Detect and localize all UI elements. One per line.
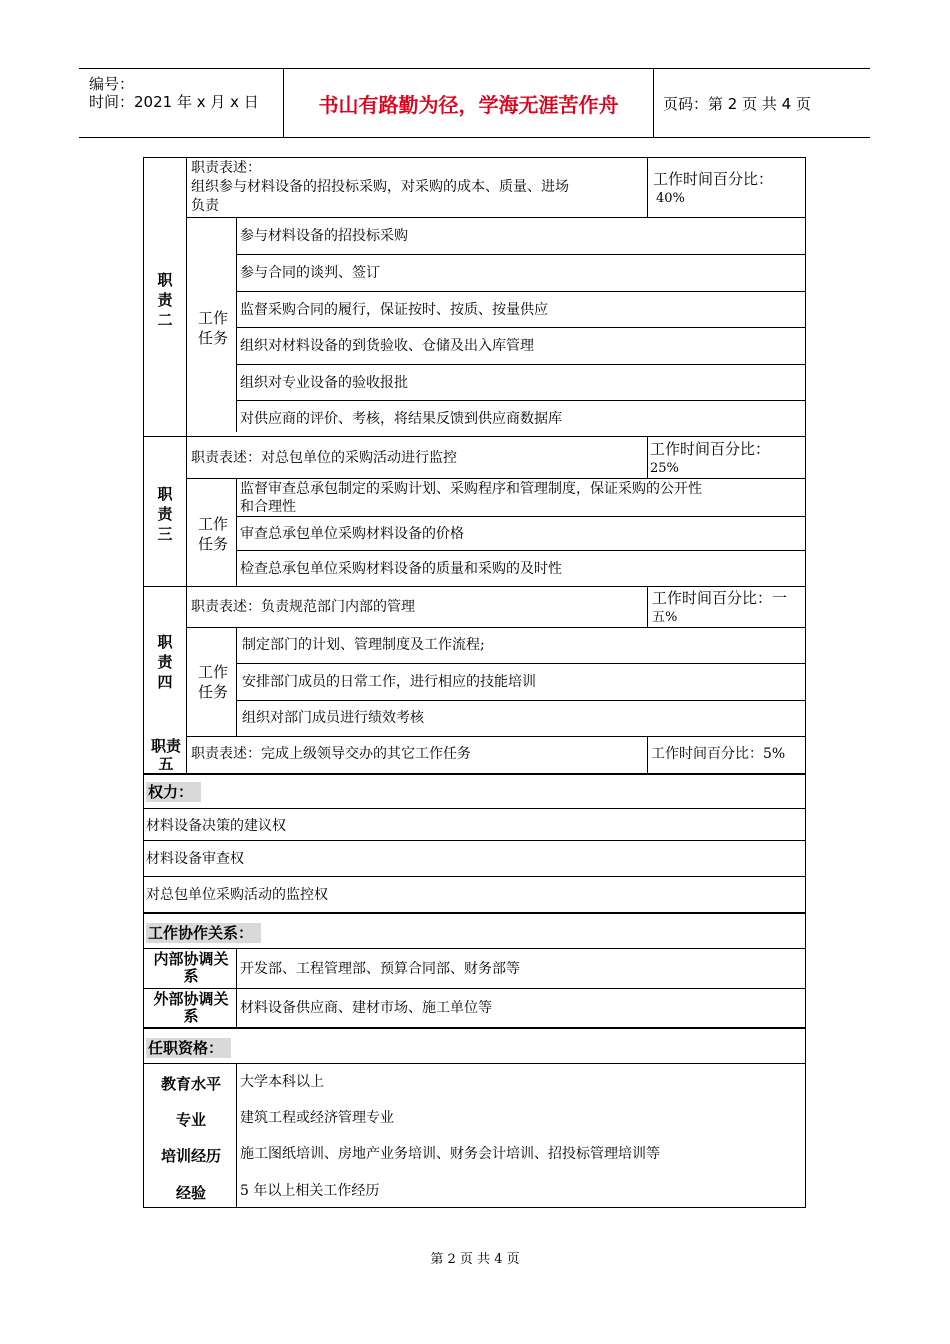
duty4-desc: 职责表述：负责规范部门内部的管理 <box>191 599 415 615</box>
qual-value-training: 施工图纸培训、房地产业务培训、财务会计培训、招投标管理培训等 <box>240 1146 660 1162</box>
qual-label-experience: 经验 <box>175 1184 206 1202</box>
code-label: 编号： <box>89 75 135 93</box>
date-label: 时间：2021 年 x 月 x 日 <box>89 93 259 111</box>
duty3-time-value: 25% <box>650 461 679 476</box>
header-motto: 书山有路勤为径，学海无涯苦作舟 <box>284 69 654 137</box>
duty2-desc-line2: 组织参与材料设备的招投标采购，对采购的成本、质量、进场 <box>191 179 569 195</box>
duty4-task-3: 组织对部门成员进行绩效考核 <box>242 710 424 726</box>
duty3-desc: 职责表述：对总包单位的采购活动进行监控 <box>191 450 457 466</box>
duty2-task-6: 对供应商的评价、考核，将结果反馈到供应商数据库 <box>240 411 562 427</box>
duty2-task-3: 监督采购合同的履行，保证按时、按质、按量供应 <box>240 302 548 318</box>
duty4-time-value: 五% <box>652 610 678 625</box>
duty4-task-label: 工作 任务 <box>197 663 228 701</box>
duty3-task-1a: 监督审查总承包制定的采购计划、采购程序和管理制度，保证采购的公开性 <box>240 481 702 497</box>
external-label: 外部协调关 系 <box>153 990 229 1025</box>
qual-value-education: 大学本科以上 <box>240 1074 324 1090</box>
duty2-desc-line1: 职责表述： <box>191 160 261 176</box>
duty4-time-label: 工作时间百分比：一 <box>652 589 788 607</box>
duty3-task-label: 工作 任务 <box>197 515 228 553</box>
power-item-1: 材料设备决策的建议权 <box>146 818 286 834</box>
duty4-label: 职 责 四 <box>157 633 173 691</box>
duty3-task-3: 检查总承包单位采购材料设备的质量和采购的及时性 <box>240 561 562 577</box>
page-footer: 第 2 页 共 4 页 <box>430 1252 520 1267</box>
duty2-time-label: 工作时间百分比： <box>653 170 774 188</box>
external-value: 材料设备供应商、建材市场、施工单位等 <box>240 1000 492 1016</box>
cooperation-title: 工作协作关系： <box>146 923 261 943</box>
duty5-time: 工作时间百分比：5% <box>651 746 786 762</box>
power-title: 权力： <box>146 782 201 802</box>
duty2-task-1: 参与材料设备的招投标采购 <box>240 228 408 244</box>
qual-label-education: 教育水平 <box>160 1075 221 1093</box>
duty3-task-2: 审查总承包单位采购材料设备的价格 <box>240 526 464 542</box>
power-item-2: 材料设备审查权 <box>146 851 244 867</box>
power-item-3: 对总包单位采购活动的监控权 <box>146 887 328 903</box>
duty4-task-2: 安排部门成员的日常工作，进行相应的技能培训 <box>242 674 536 690</box>
page-header <box>79 68 870 138</box>
duty5-label: 职责 五 <box>150 737 181 773</box>
duty3-label: 职 责 三 <box>157 485 173 543</box>
qual-value-major: 建筑工程或经济管理专业 <box>240 1110 394 1126</box>
duty2-label: 职 责 二 <box>157 271 173 329</box>
internal-value: 开发部、工程管理部、预算合同部、财务部等 <box>240 961 520 977</box>
duty2-desc-line3: 负责 <box>191 198 219 214</box>
header-meta <box>79 69 284 137</box>
duty2-time-value: 40% <box>656 191 685 206</box>
duty3-time-label: 工作时间百分比： <box>650 440 771 458</box>
duty5-desc: 职责表述：完成上级领导交办的其它工作任务 <box>191 746 471 762</box>
duty3-task-1b: 和合理性 <box>240 499 296 515</box>
duty4-task-1: 制定部门的计划、管理制度及工作流程; <box>242 637 485 653</box>
duty2-task-2: 参与合同的谈判、签订 <box>240 265 380 281</box>
header-page-label: 页码：第 2 页 共 4 页 <box>663 94 811 113</box>
duty2-task-4: 组织对材料设备的到货验收、仓储及出入库管理 <box>240 338 534 354</box>
duty2-task-label: 工作 任务 <box>197 309 228 347</box>
qual-value-experience: 5 年以上相关工作经历 <box>240 1183 380 1199</box>
qual-label-training: 培训经历 <box>160 1147 221 1165</box>
qual-label-major: 专业 <box>175 1111 206 1129</box>
duty2-task-5: 组织对专业设备的验收报批 <box>240 375 408 391</box>
qualification-title: 任职资格： <box>146 1038 231 1058</box>
internal-label: 内部协调关 系 <box>153 950 229 985</box>
